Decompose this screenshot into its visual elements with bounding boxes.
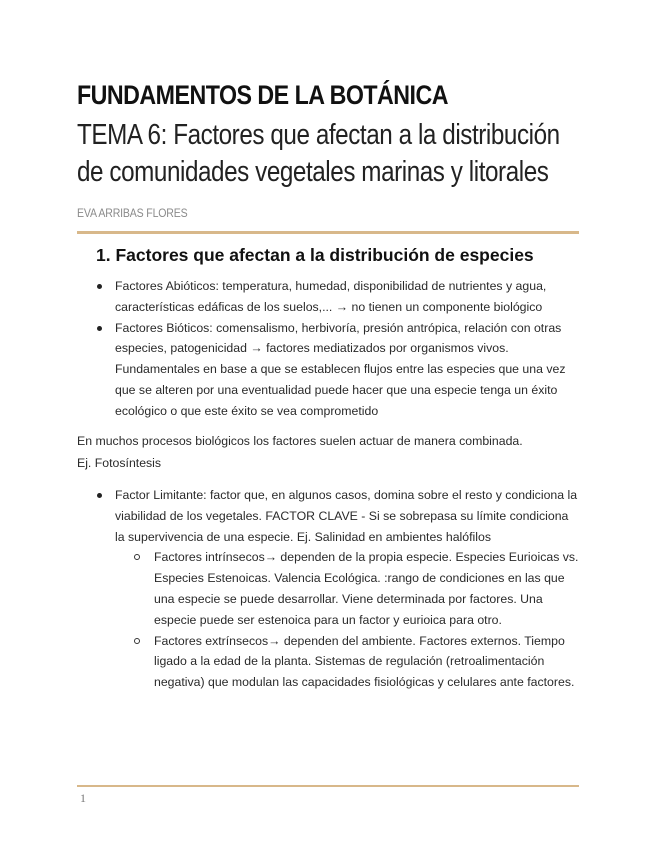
list-item-abioticos: Factores Abióticos: temperatura, humedad, disponibilidad de nutrientes y agua, características edáficas de los suelos,... → no tienen un componente biológico xyxy=(96,276,580,318)
factor-limitante-text: Factor Limitante: factor que, en algunos casos, domina sobre el resto y condiciona la viabilidad de los vegetales. FACTOR CLAVE - Si se sobrepasa su límite condiciona la supervivencia de una especie. Ej. Salinidad en ambientes halófilos xyxy=(115,488,578,544)
paragraph-combined-factors: En muchos procesos biológicos los factores suelen actuar de manera combinada. xyxy=(77,434,523,448)
page-number: 1 xyxy=(80,791,86,805)
sub-item-intrinsecos: Factores intrínsecos→ dependen de la propia especie. Especies Eurioicas vs. Especies Estenoicas. Valencia Ecológica. :rango de condiciones en las que una especie se puede desarrollar. Viene determinada por factores. Una especie puede ser estenoica para un factor y eurioica para otro. xyxy=(115,547,580,630)
header-divider xyxy=(77,231,579,234)
list-item-factor-limitante xyxy=(96,485,580,693)
list-item-bioticos: Factores Bióticos: comensalismo, herbivoría, presión antrópica, relación con otras especies, patogenicidad → factores mediatizados por organismos vivos. Fundamentales en base a que se establecen flujos entre las especies que una vez que se alteren por una eventualidad puede hacer que una especie tenga un éxito ecológico o que este éxito se vea comprometido xyxy=(96,318,580,422)
document-subtitle: TEMA 6: Factores que afectan a la distribución de comunidades vegetales marinas y litorales xyxy=(77,119,560,188)
footer-divider xyxy=(77,785,579,787)
paragraph-example: Ej. Fotosíntesis xyxy=(77,456,162,470)
limiting-factor-list xyxy=(96,485,580,693)
factor-list xyxy=(96,276,580,422)
section-heading: 1. Factores que afectan a la distribución de especies xyxy=(96,245,534,265)
sub-item-extrinsecos: Factores extrínsecos→ dependen del ambiente. Factores externos. Tiempo ligado a la edad de la planta. Sistemas de regulación (retroalimentación negativa) que modulan las capacidades fisiológicas y celulares ante factores. xyxy=(115,631,580,693)
document-title: FUNDAMENTOS DE LA BOTÁNICA xyxy=(77,80,448,110)
sub-factor-list xyxy=(115,547,580,693)
document-author: EVA ARRIBAS FLORES xyxy=(77,206,188,220)
